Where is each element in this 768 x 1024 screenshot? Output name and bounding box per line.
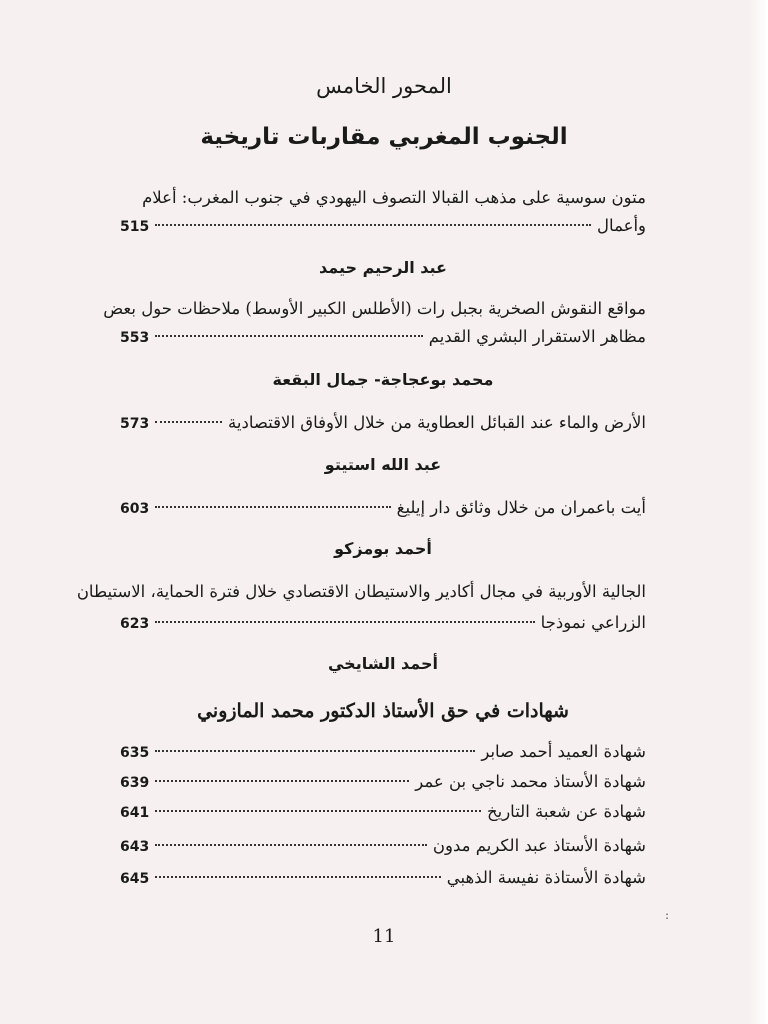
testimony-title: شهادة العميد أحمد صابر <box>481 742 646 761</box>
entry-title-end: الزراعي نموذجا <box>540 613 646 632</box>
entry-last-line <box>120 800 646 825</box>
entry-title-line: مواقع النقوش الصخرية بجبل رات (الأطلس الكبير الأوسط) ملاحظات حول بعض <box>103 299 646 318</box>
dot-leader <box>155 335 423 337</box>
entry-author: أحمد الشايخي <box>327 654 439 673</box>
toc-entry <box>120 496 646 521</box>
dot-leader <box>155 844 427 846</box>
testimonies-title: شهادات في حق الأستاذ الدكتور محمد المازوني <box>197 700 569 722</box>
testimony-page-number: 635 <box>120 745 150 761</box>
page-number: 11 <box>372 926 396 947</box>
section-title: الجنوب المغربي مقاربات تاريخية <box>200 124 568 150</box>
dot-leader <box>155 780 409 782</box>
toc-entry <box>76 580 646 636</box>
entry-last-line <box>120 325 646 350</box>
entry-title-line: متون سوسية على مذهب القبالا التصوف اليهودي في جنوب المغرب: أعلام <box>142 188 646 207</box>
testimony-title: شهادة عن شعبة التاريخ <box>486 802 646 821</box>
entry-last-line <box>120 411 646 436</box>
testimony-title: شهادة الأستاذ عبد الكريم مدون <box>432 836 646 855</box>
dot-leader <box>155 621 534 623</box>
dot-leader <box>155 876 441 878</box>
testimony-entry <box>120 834 646 859</box>
testimony-page-number: 641 <box>120 805 150 821</box>
entry-page-number: 553 <box>120 330 150 346</box>
entry-last-line <box>120 496 646 521</box>
dot-leader <box>155 421 222 423</box>
entry-title: الأرض والماء عند القبائل العطاوية من خلال الأوفاق الاقتصادية <box>228 413 646 432</box>
toc-entry <box>103 297 646 350</box>
entry-page-number: 515 <box>120 219 150 235</box>
toc-entry <box>120 186 646 239</box>
testimony-entry <box>120 770 646 795</box>
ink-speck: : <box>665 908 670 922</box>
testimony-entry <box>120 800 646 825</box>
dot-leader <box>155 810 481 812</box>
entry-title-end: وأعمال <box>597 216 646 235</box>
dot-leader <box>155 224 591 226</box>
entry-last-line <box>120 214 646 239</box>
entry-author: عبد الله استيتو <box>324 455 442 474</box>
entry-page-number: 603 <box>120 501 150 517</box>
entry-last-line <box>120 866 646 891</box>
entry-author: أحمد بومزكو <box>334 539 432 558</box>
entry-last-line <box>120 611 646 636</box>
testimony-title: شهادة الأستاذ محمد ناجي بن عمر <box>415 772 646 791</box>
section-label: المحور الخامس <box>316 74 452 98</box>
testimony-title: شهادة الأستاذة نفيسة الذهبي <box>446 868 646 887</box>
entry-last-line <box>120 740 646 765</box>
toc-entry <box>120 411 646 436</box>
entry-title-line: الجالية الأوربية في مجال أكادير والاستيطان الاقتصادي خلال فترة الحماية، الاستيطان <box>76 582 646 601</box>
entry-title-end: مظاهر الاستقرار البشري القديم <box>428 327 646 346</box>
testimony-page-number: 639 <box>120 775 150 791</box>
testimony-page-number: 643 <box>120 839 150 855</box>
page-edge <box>748 0 768 1024</box>
entry-author: عبد الرحيم حيمد <box>319 258 447 277</box>
entry-page-number: 573 <box>120 416 150 432</box>
entry-author: محمد بوعجاجة- جمال البقعة <box>272 370 494 389</box>
dot-leader <box>155 506 390 508</box>
entry-last-line <box>120 834 646 859</box>
dot-leader <box>155 750 475 752</box>
entry-last-line <box>120 770 646 795</box>
entry-page-number: 623 <box>120 616 150 632</box>
entry-title: أيت باعمران من خلال وثائق دار إيليغ <box>396 498 646 517</box>
testimony-page-number: 645 <box>120 871 150 887</box>
testimony-entry <box>120 866 646 891</box>
testimony-entry <box>120 740 646 765</box>
